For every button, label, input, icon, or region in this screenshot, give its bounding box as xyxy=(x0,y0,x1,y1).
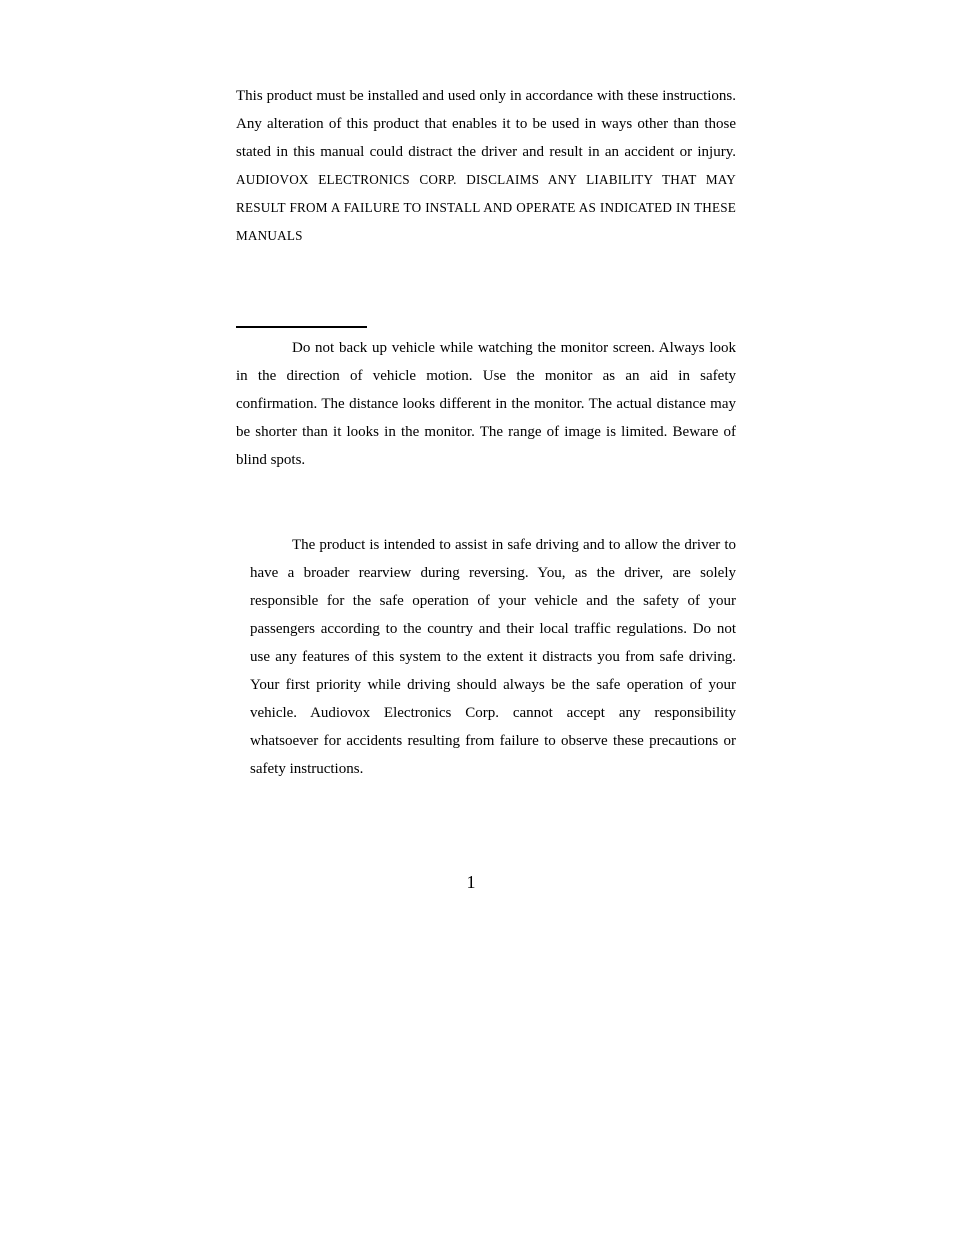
warning-paragraph-text: This product must be installed and used only in accordance with these instructions. Any alteration of this product that enables it to be used in ways other than those stated in this manual could distract the driver and result in an accident or injury. xyxy=(236,88,736,160)
notice-paragraph: The product is intended to assist in safe driving and to allow the driver to have a broader rearview during reversing. You, as the driver, are solely responsible for the safe operation of your vehicle and the safety of your passengers according to the country and their local traffic regulations. Do not use any features of this system to the extent it distracts you from safe driving. Your first priority while driving should always be the safe operation of your vehicle. Audiovox Electronics Corp. cannot accept any responsibility whatsoever for accidents resulting from failure to observe these precautions or safety instructions. xyxy=(250,537,736,777)
section-divider xyxy=(236,326,367,328)
page-number: 1 xyxy=(466,872,476,892)
warning-paragraph xyxy=(236,82,736,250)
caution-paragraph: Do not back up vehicle while watching the monitor screen. Always look in the direction of vehicle motion. Use the monitor as an aid in safety confirmation. The distance looks different in the monitor. The actual distance may be shorter than it looks in the monitor. The range of image is limited. Beware of blind spots. xyxy=(236,340,736,468)
disclaimer-caps-text: AUDIOVOX ELECTRONICS CORP. DISCLAIMS ANY LIABILITY THAT MAY RESULT FROM A FAILURE TO INSTALL AND OPERATE AS INDICATED IN THESE MANUALS xyxy=(236,172,736,243)
